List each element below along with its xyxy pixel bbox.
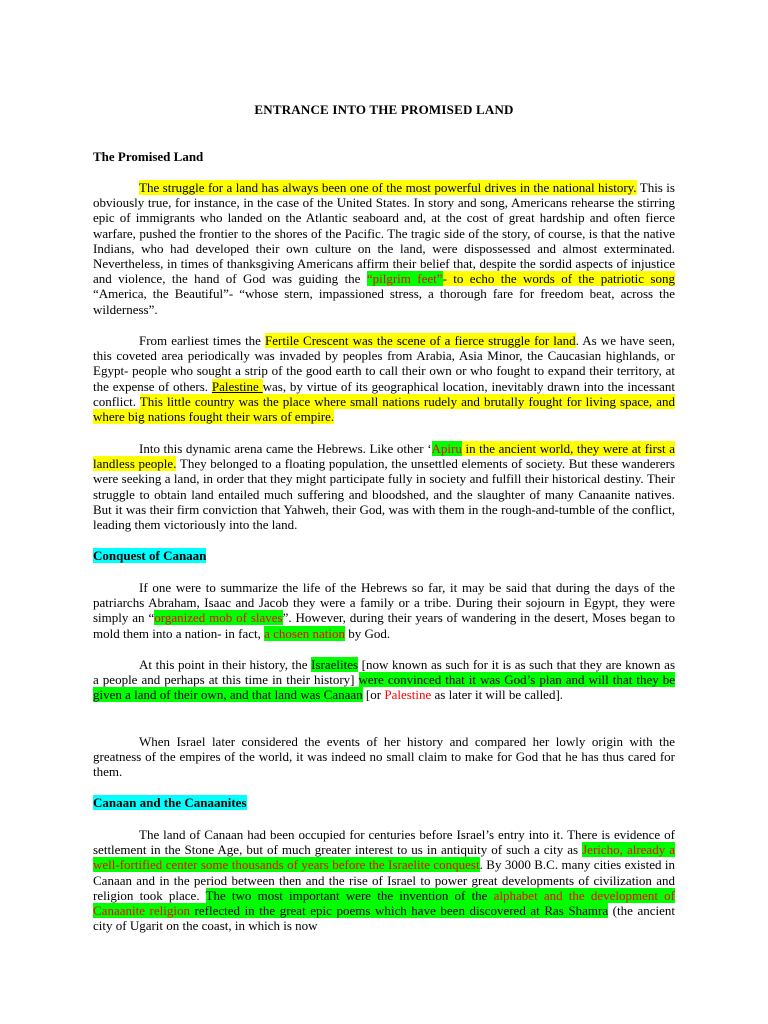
highlight-text: Israelites (311, 657, 359, 672)
body-text: At this point in their history, the (139, 657, 312, 672)
body-text: [or (362, 687, 385, 703)
heading-text: Canaan and the Canaanites (93, 795, 247, 810)
highlight-text: This little country was the place where small nations rudely and brutally fought for living space, and where big nations fought their wars of empire. (93, 393, 675, 425)
body-text: This is obviously true, for instance, in the case of the United States. In story and song, Americans rehearse the stirring epic of immigrants who landed on the Atlantic seaboard and, at the cost of great hardship and often fierce warfare, pushed the frontier to the shores of the Pacific. The tragic side of the story, of course, is that the native Indians, who had developed their own culture on the land, were dispossessed and almost exterminated. Nevertheless, in times of thanksgiving Americans affirm their belief that, despite the sordid aspects of injustice and violence, the hand of God was guiding the (93, 180, 675, 287)
body-text: by God. (345, 625, 391, 641)
body-text: . By 3000 B.C. many cities existed in Canaan and in the period between then and the rise of Israel to power great developments of civilization and religion took place. (93, 857, 675, 903)
highlight-text: a chosen nation (264, 625, 346, 641)
body-text: [now known as such for it is as such that they are known as a people and perhaps at this time in their history] (93, 657, 675, 688)
paragraph-hebrew-life-summary (93, 580, 675, 641)
page-title: ENTRANCE INTO THE PROMISED LAND (254, 102, 514, 117)
body-text: They belonged to a floating population, the unsettled elements of society. But these wanderers were seeking a land, in order that they might participate fully in society and fulfill their historical destiny. Their struggle to obtain land entailed much suffering and bloodshed, and the slaughter of many Canaanite natives. But it was their firm conviction that Yahweh, their God, was with them in the rough-and-tumble of the conflict, leading them victoriously into the land. (93, 456, 675, 533)
highlight-text: alphabet and the development of Canaanite religion (93, 887, 676, 919)
highlight-text: The struggle for a land has always been one of the most powerful drives in the national history. (139, 180, 637, 195)
highlight-text: were convinced that it was God’s plan and will that they be given a land of their own, and that land was Canaan (93, 672, 676, 703)
highlight-text: Palestine (211, 378, 263, 394)
paragraph-hebrews-arena (93, 441, 675, 532)
heading-text: Conquest of Canaan (93, 548, 207, 563)
paragraph-israelites-conviction (93, 657, 675, 703)
body-text: If one were to summarize the life of the Hebrews so far, it may be said that during the days of the patriarchs Abraham, Isaac and Jacob they were a family or a tribe. During their sojourn in Egypt, they were simply an “ (93, 580, 675, 626)
body-text: From earliest times the (139, 333, 266, 348)
highlight-text: - to echo the words of the patriotic song (442, 271, 675, 287)
body-text: was, by virtue of its geographical location, inevitably drawn into the incessant conflict. (93, 378, 675, 409)
paragraph-israel-origin (93, 734, 675, 780)
highlight-text: organized mob of slaves (154, 610, 283, 626)
highlight-text: in the ancient world, they were at first a landless people. (93, 441, 675, 472)
body-text: The land of Canaan had been occupied for centuries before Israel’s entry into it. There is evidence of settlement in the Stone Age, but of much greater interest to us in antiquity of such a city as (93, 827, 675, 858)
body-text: When Israel later considered the events of her history and compared her lowly origin with the greatness of the empires of the world, it was indeed no small claim to make for God that he has thus cared for them. (93, 734, 675, 780)
body-text: ”. However, during their years of wandering in the desert, Moses began to mold them into a nation- in fact, (93, 610, 675, 641)
body-text: as later it will be called]. (431, 687, 564, 703)
highlight-text: Jericho, already a well-fortified center some thousands of years before the Israelite conquest (93, 842, 675, 873)
paragraph-land-of-canaan (93, 827, 675, 933)
body-text: Into this dynamic arena came the Hebrews. Like other ‘ (139, 441, 432, 456)
paragraph-fertile-crescent (93, 333, 675, 424)
highlight-text: Palestine (384, 687, 432, 703)
highlight-text: “pilgrim feet” (366, 271, 443, 287)
section-heading-canaan-and-canaanites (93, 795, 247, 811)
body-text: . As we have seen, this coveted area periodically was invaded by peoples from Arabia, Asia Minor, the Caucasian highlands, or Egypt- people who sought a strip of the good earth to call their own or who fought to expand their territory, at the expense of others. (93, 333, 675, 394)
body-text: “America, the Beautiful”- “whose stern, impassioned stress, a thorough fare for freedom beat, across the wilderness”. (93, 286, 675, 317)
highlight-text: The two most important were the invention of the (205, 887, 494, 903)
highlight-text: Fertile Crescent was the scene of a fierce struggle for land (265, 333, 576, 348)
section-heading-conquest-of-canaan (93, 548, 206, 564)
highlight-text: reflected in the great epic poems which have been discovered at Ras Shamra (189, 903, 609, 919)
paragraph-national-struggle (93, 180, 675, 317)
section-heading-promised-land: The Promised Land (93, 149, 204, 164)
highlight-text: Apiru (431, 441, 462, 456)
body-text: (the ancient city of Ugarit on the coast, in which is now (93, 903, 675, 934)
